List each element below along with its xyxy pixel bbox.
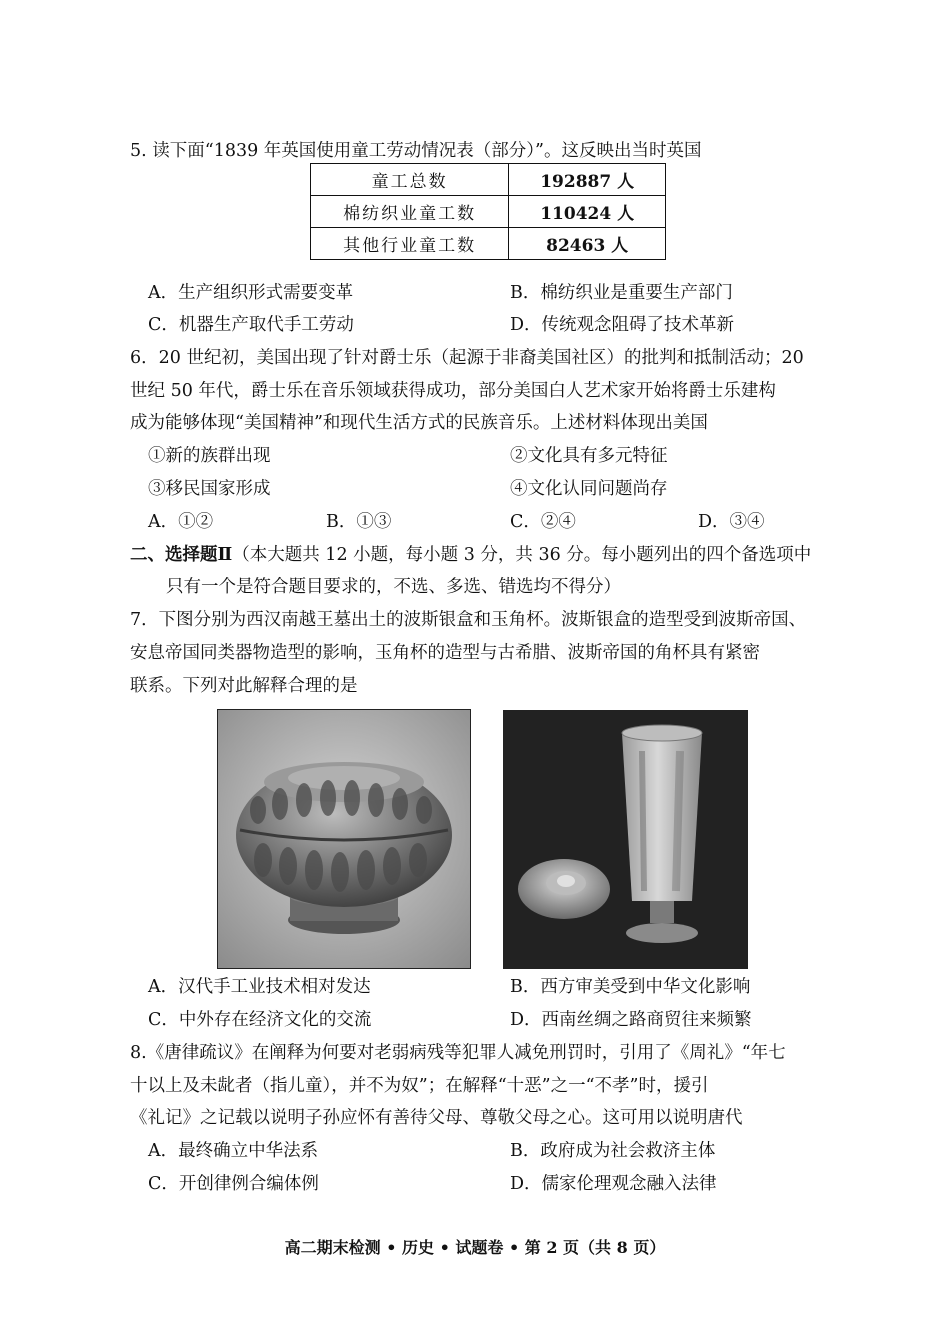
q7-option-b: B．西方审美受到中华文化影响	[510, 977, 751, 997]
q7-line-1: 7．下图分别为西汉南越王墓出土的波斯银盒和玉角杯。波斯银盒的造型受到波斯帝国、	[130, 610, 807, 630]
q8-option-d: D．儒家伦理观念融入法律	[510, 1174, 717, 1194]
jade-cup-photo	[503, 710, 748, 969]
q5-option-d: D．传统观念阻碍了技术革新	[510, 315, 735, 335]
q6-item-1: ①新的族群出现	[148, 446, 271, 466]
table-cell-value: 82463 人	[509, 228, 666, 260]
q8-option-a: A．最终确立中华法系	[148, 1141, 319, 1161]
table-row	[311, 228, 666, 260]
section2-note-2: 只有一个是符合题目要求的，不选、多选、错选均不得分）	[166, 577, 621, 597]
q6-item-2: ②文化具有多元特征	[510, 446, 668, 466]
q8-option-b: B．政府成为社会救济主体	[510, 1141, 716, 1161]
q5-option-c: C．机器生产取代手工劳动	[148, 315, 354, 335]
q5-option-a: A．生产组织形式需要变革	[148, 283, 354, 303]
q6-option-b: B．①③	[326, 512, 392, 532]
q8-line-1: 8.《唐律疏议》在阐释为何要对老弱病残等犯罪人减免刑罚时，引用了《周礼》“年七	[130, 1043, 786, 1063]
table-cell-value: 192887 人	[509, 164, 666, 196]
q8-line-3: 《礼记》之记载以说明子孙应怀有善待父母、尊敬父母之心。这可用以说明唐代	[130, 1108, 743, 1128]
table-cell-value: 110424 人	[509, 196, 666, 228]
q7-option-c: C．中外存在经济文化的交流	[148, 1010, 372, 1030]
page-footer: 高二期末检测 • 历史 • 试题卷 • 第 2 页（共 8 页）	[284, 1238, 666, 1257]
q5-option-b: B．棉纺织业是重要生产部门	[510, 283, 733, 303]
q6-option-c: C．②④	[510, 512, 576, 532]
q6-option-a: A．①②	[148, 512, 214, 532]
table-cell-label: 棉纺织业童工数	[311, 196, 509, 228]
q6-line-3: 成为能够体现“美国精神”和现代生活方式的民族音乐。上述材料体现出美国	[130, 413, 708, 433]
q7-option-a: A．汉代手工业技术相对发达	[148, 977, 371, 997]
table-cell-label: 童工总数	[311, 164, 509, 196]
q8-line-2: 十以上及未龀者（指儿童），并不为奴”；在解释“十恶”之一“不孝”时，援引	[130, 1076, 709, 1096]
q5-stem: 5. 读下面“1839 年英国使用童工劳动情况表（部分）”。这反映出当时英国	[130, 141, 702, 161]
section2-title: 二、选择题Ⅱ	[130, 545, 233, 565]
q6-option-d: D．③④	[698, 512, 765, 532]
q6-item-3: ③移民国家形成	[148, 479, 271, 499]
table-row	[311, 196, 666, 228]
table-cell-label: 其他行业童工数	[311, 228, 509, 260]
silver-box-photo	[217, 709, 471, 969]
q7-option-d: D．西南丝绸之路商贸往来频繁	[510, 1010, 752, 1030]
q7-line-3: 联系。下列对此解释合理的是	[130, 676, 358, 696]
child-labor-table	[310, 163, 666, 260]
q7-line-2: 安息帝国同类器物造型的影响，玉角杯的造型与古希腊、波斯帝国的角杯具有紧密	[130, 643, 760, 663]
q6-item-4: ④文化认同问题尚存	[510, 479, 668, 499]
q8-option-c: C．开创律例合编体例	[148, 1174, 319, 1194]
section2-note-1: （本大题共 12 小题，每小题 3 分，共 36 分。每小题列出的四个备选项中	[232, 545, 812, 565]
q6-line-1: 6．20 世纪初，美国出现了针对爵士乐（起源于非裔美国社区）的批判和抵制活动；20	[130, 348, 804, 368]
section2-header	[130, 544, 811, 566]
q6-line-2: 世纪 50 年代，爵士乐在音乐领域获得成功，部分美国白人艺术家开始将爵士乐建构	[130, 381, 776, 401]
table-row	[311, 164, 666, 196]
